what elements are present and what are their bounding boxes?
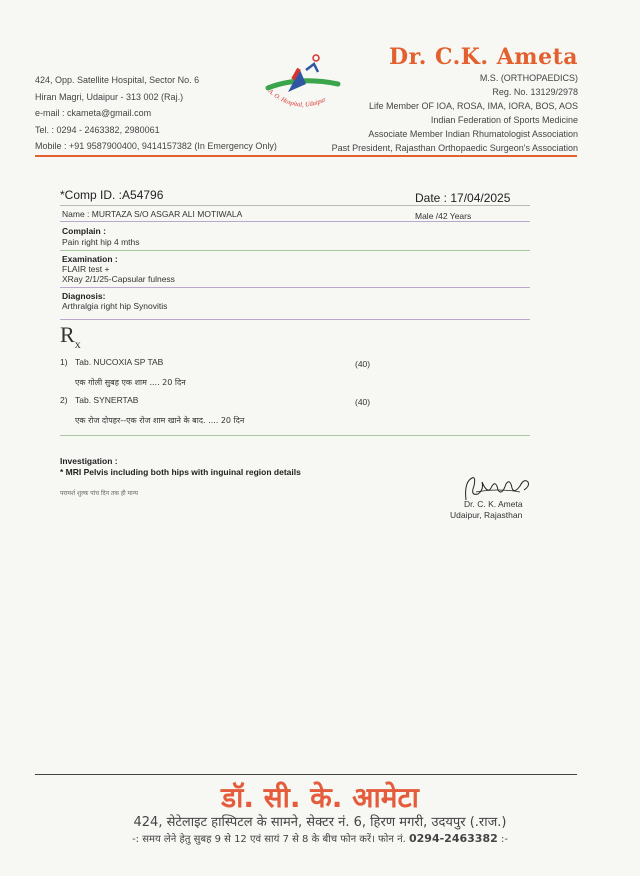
doctor-name: Dr. C.K. Ameta [389,44,578,70]
qualification-line: Indian Federation of Sports Medicine [430,115,578,125]
medicine-number: 1) [60,357,68,367]
clinic-address [35,72,277,155]
footer-divider [35,774,577,775]
address-line: 424, Opp. Satellite Hospital, Sector No. 6 [35,75,200,85]
telephone-line: Tel. : 0294 - 2463382, 2980061 [35,124,160,135]
divider [60,319,530,320]
footer-address: 424, सेटेलाइट हास्पिटल के सामने, सेक्टर नं. 6, हिरण मगरी, उदयपुर (.राज.) [133,815,507,830]
investigation-text: * MRI Pelvis including both hips with inguinal region details [60,467,301,477]
validity-note: परामर्श शुल्क पांच दिन तक ही मान्य [60,490,138,497]
examination-line: XRay 2/1/25-Capsular fulness [62,274,175,284]
qualification-line: Past President, Rajasthan Orthopaedic Surgeon's Association [331,143,578,153]
diagnosis-text: Arthralgia right hip Synovitis [62,301,168,311]
medicine-instruction: एक गोली सुबह एक शाम .... 20 दिन [75,378,186,387]
divider [60,287,530,288]
qualification-line: M.S. (ORTHOPAEDICS) [479,73,578,83]
logo-text: A. O. Hospital, Udaipur [266,88,328,109]
rx-letter: R [60,322,75,347]
medicine-name: Tab. SYNERTAB [75,395,139,405]
signature-name: Dr. C. K. Ameta [464,499,523,509]
patient-name: Name : MURTAZA S/O ASGAR ALI MOTIWALA [62,209,243,219]
address-line: Hiran Magri, Udaipur - 313 002 (Raj.) [35,91,184,102]
signature-place: Udaipur, Rajasthan [450,510,523,520]
examination-label: Examination : [62,254,118,264]
footer-timing-end: :- [500,834,508,845]
mobile-line: Mobile : +91 9587900400, 9414157382 (In Emergency Only) [35,141,277,151]
qualification-line: Life Member OF IOA, ROSA, IMA, IORA, BOS, AOS [368,101,578,111]
complain-text: Pain right hip 4 mths [62,237,140,247]
medicine-qty: (40) [355,397,371,407]
diagnosis-label: Diagnosis: [62,291,106,301]
header-divider [35,155,577,157]
medicine-number: 2) [60,395,68,405]
complain-label: Complain : [62,226,106,236]
examination-line: FLAIR test + [62,264,110,274]
medicine-qty: (40) [355,359,371,369]
footer-phone: 0294-2463382 [409,832,498,845]
patient-info: Male /42 Years [415,211,472,221]
qualification-line: Reg. No. 13129/2978 [492,87,578,97]
svg-text:A. O. Hospital, Udaipur [266,88,328,109]
footer-doctor-name: डॉ. सी. के. आमेटा [221,781,419,814]
investigation-label: Investigation : [60,456,118,466]
medicine-instruction: एक रोज दोपहर--एक रोज शाम खाने के बाद. .... 20 दिन [75,416,245,425]
footer-timing-text: -: समय लेने हेतु सुबह 9 से 12 एवं सायं 7 से 8 के बीच फोन करें। फोन नं. [132,834,406,845]
prescription-date: Date : 17/04/2025 [415,191,511,205]
divider [60,435,530,436]
email-line: e-mail : ckameta@gmail.com [35,108,152,118]
footer-timing [0,831,640,845]
signature-block [450,499,523,521]
qualification-line: Associate Member Indian Rhumatologist Association [368,129,578,139]
divider [60,250,530,251]
doctor-qualifications [332,71,578,155]
comp-id: *Comp ID. :A54796 [60,188,164,202]
medicine-name: Tab. NUCOXIA SP TAB [75,357,164,367]
divider [60,221,530,222]
divider [60,205,530,206]
rx-subscript: x [74,337,81,351]
rx-symbol [60,322,81,351]
